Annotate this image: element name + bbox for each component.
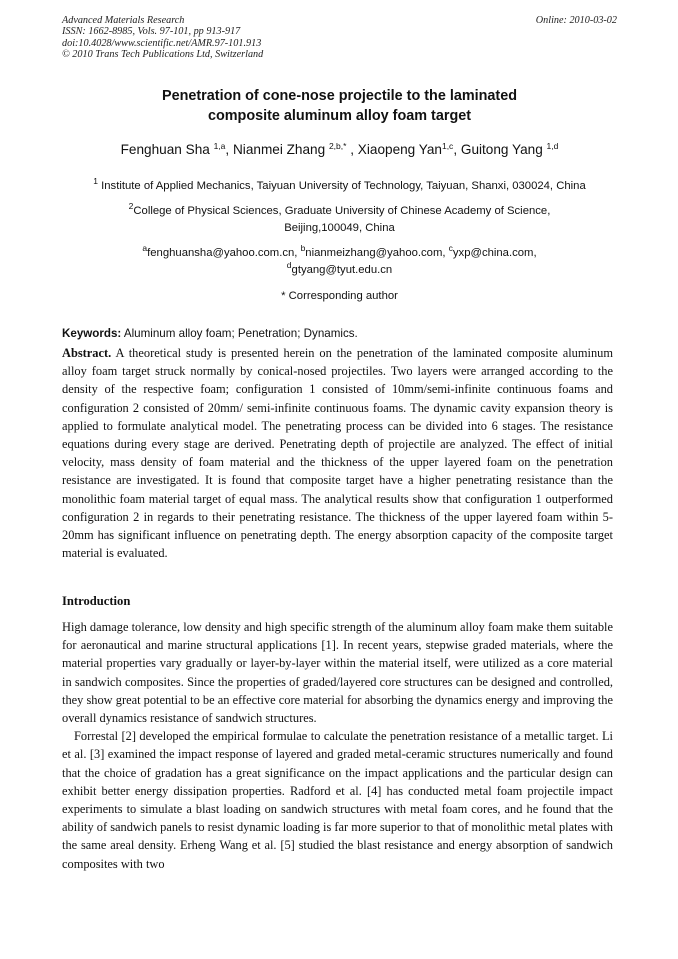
abstract-text: A theoretical study is presented herein on the penetration of the laminated composite aluminum alloy foam target struck normally by conical-nosed projectiles. Two layers were arranged according to the density of the respective foam; configuration 1 consisted of 10mm/semi-infinite continuous foams and configuration 2 consisted of 20mm/ semi-infinite continuous foams. The dynamic cavity expansion theory is applied to formulate analytical model. The penetrating process can be divided into 6 stages. The resistance equations during every stage are derived. Penetrating depth of projectile are analyzed. The effect of initial velocity, mass density of foam material and the thickness of the upper layered foam on the penetration resistance are investigated. It is found that composite target have a higher penetrating resistance than the monolithic foam material target of equal mass. The analytical results show that configuration 1 outperformed configuration 2 in regards to their penetrating resistance. The thickness of the upper layered foam within 5-20mm has significant influence on penetrating depth. The energy absorption capacity of the composite target material is evaluated. — [62, 346, 613, 561]
copyright-line: © 2010 Trans Tech Publications Ltd, Switzerland — [62, 49, 264, 61]
email-sup: d — [286, 259, 292, 270]
affiliation-1 — [62, 178, 617, 195]
keywords-text: Aluminum alloy foam; Penetration; Dynamics. — [121, 327, 358, 340]
online-date: Online: 2010-03-02 — [535, 15, 617, 26]
email-sup: b — [300, 243, 306, 253]
affiliation-text: Institute of Applied Mechanics, Taiyuan University of Technology, Taiyuan, Shanxi, 030024, China — [97, 180, 586, 192]
email-a[interactable]: fenghuansha@yahoo.com.cn, — [147, 247, 301, 259]
section-heading-introduction: Introduction — [62, 594, 131, 608]
author-sup: 1,c — [441, 141, 454, 151]
email-d[interactable]: gtyang@tyut.edu.cn — [291, 263, 393, 276]
doi-line: doi:10.4028/www.scientific.net/AMR.97-101.913 — [62, 37, 262, 49]
corresponding-author-note: * Corresponding author — [281, 290, 398, 302]
journal-header — [62, 15, 617, 61]
keywords-label: Keywords: — [62, 327, 122, 340]
author-name: Guitong Yang — [460, 142, 547, 157]
author-sep: , — [346, 142, 358, 157]
author-sup: 1,a — [213, 141, 226, 151]
author-name: Xiaopeng Yan — [357, 142, 442, 157]
email-c[interactable]: yxp@china.com, — [452, 247, 537, 259]
author-sep: , — [225, 142, 233, 157]
affiliation-2 — [62, 203, 617, 236]
email-b[interactable]: nianmeizhang@yahoo.com, — [305, 247, 449, 259]
author-sup: 1,d — [546, 141, 559, 151]
author-name: Fenghuan Sha — [120, 142, 214, 157]
email-block — [62, 245, 617, 278]
intro-paragraph-1: High damage tolerance, low density and high specific strength of the aluminum alloy foam make them suitable for aeronautical and marine structural applications [1]. In recent years, stepwise graded materials, where the material properties vary gradually or layer-by-layer within the material itself, were utilized as a core material in sandwich composites. Since the properties of graded/layered core structures can be designed and controlled, they show great potential to be an effective core material for absorbing the dynamics energy and improving the overall dynamics resistance of sandwich structures. — [62, 620, 613, 726]
paper-title — [62, 86, 617, 126]
author-list — [62, 142, 617, 157]
keywords-line — [62, 326, 613, 342]
email-sup: a — [142, 243, 148, 253]
author-sep: , — [453, 142, 461, 157]
abstract-label: Abstract. — [62, 346, 112, 360]
affiliation-text: College of Physical Sciences, Graduate University of Chinese Academy of Science, — [133, 205, 551, 217]
affiliation-sup: 1 — [93, 176, 98, 186]
introduction-body — [62, 618, 613, 873]
title-line-2: composite aluminum alloy foam target — [207, 108, 472, 124]
abstract — [62, 344, 613, 562]
affiliation-sup: 2 — [128, 201, 134, 211]
affiliation-text-line-2: Beijing,100049, China — [284, 221, 395, 234]
intro-paragraph-2: Forrestal [2] developed the empirical formulae to calculate the penetration resistance of a metallic target. Li et al. [3] examined the impact response of layered and graded metal-ceramic structures numerically and found that the choice of gradation has a great significance on the impact applications and the particular design can exhibit better energy dissipation properties. Radford et al. [4] has conducted metal foam projectile impact experiments to simulate a blast loading on sandwich structures with metal foam cores, and he found that the ability of sandwich panels to resist dynamic loading is far more superior to that of monolithic metal plates with the same areal density. Erheng Wang et al. [5] studied the blast resistance and energy absorption of sandwich composites with two — [62, 729, 613, 871]
author-name: Nianmei Zhang — [232, 142, 329, 157]
journal-name: Advanced Materials Research — [62, 15, 185, 26]
issn-line: ISSN: 1662-8985, Vols. 97-101, pp 913-917 — [62, 26, 241, 38]
title-line-1: Penetration of cone-nose projectile to the laminated — [161, 88, 518, 104]
email-sup: c — [448, 243, 453, 253]
author-sup: 2,b,* — [328, 141, 347, 151]
